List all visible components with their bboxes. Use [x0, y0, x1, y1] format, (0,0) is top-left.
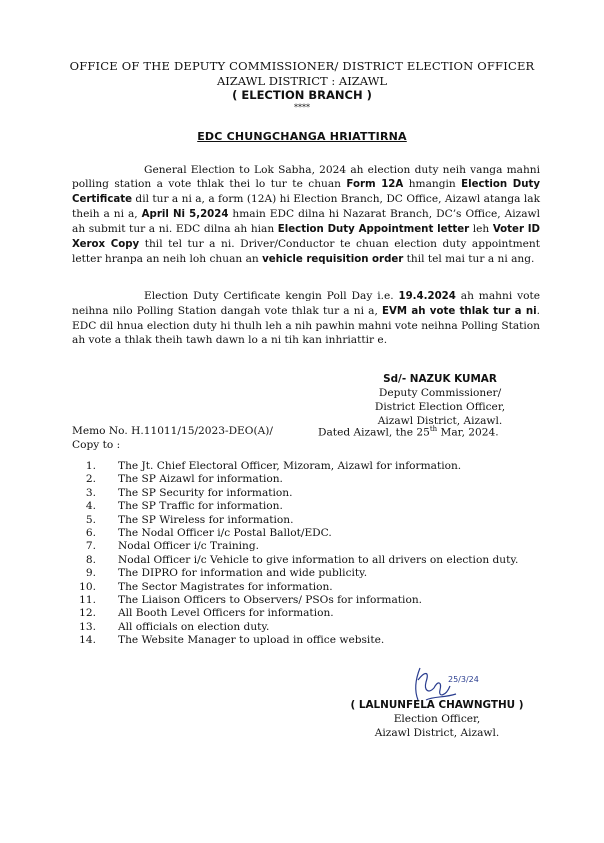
- dated-line: [318, 425, 499, 439]
- signatory-block: [340, 372, 540, 428]
- list-item: [72, 554, 540, 567]
- list-number: 11.: [79, 594, 96, 607]
- dated-prefix: Dated Aizawl, the 25: [318, 426, 430, 439]
- list-item: [72, 621, 540, 634]
- list-number: 1.: [85, 460, 96, 472]
- emphasis-text: April Ni 5,2024: [141, 209, 229, 220]
- list-text: The SP Wireless for information.: [118, 513, 294, 526]
- list-number: 8.: [85, 553, 96, 566]
- memo-number: Memo No. H.11011/15/2023-DEO(A)/: [72, 425, 273, 437]
- list-number: 3.: [85, 486, 96, 499]
- officer-name: ( LALNUNFELA CHAWNGTHU ): [350, 699, 524, 711]
- district-line: AIZAWL DISTRICT : AIZAWL: [216, 74, 388, 88]
- list-text: The SP Aizawl for information.: [118, 473, 283, 486]
- list-item: [72, 500, 540, 513]
- body-text: thil tel tur a ni. Driver/Conductor te chuan election duty appointment letter hranpa an neih loh chuan an: [72, 238, 540, 265]
- body-text: hmangin: [403, 178, 462, 190]
- list-number: 14.: [79, 634, 96, 647]
- copy-list: [72, 460, 540, 648]
- list-item: [72, 594, 540, 607]
- body-text: . EDC dil hnua election duty hi thulh leh a nih pawhin mahni vote neihna Polling Station ah vote a thlak theih tawh dawn lo a ni tih kan inhriattir e.: [72, 305, 540, 346]
- officer-district: Aizawl District, Aizawl.: [374, 727, 500, 739]
- list-item: [72, 607, 540, 620]
- body-text: Election Duty Certificate kengin Poll Day i.e.: [144, 290, 399, 302]
- body-text: hmain EDC dilna hi Nazarat Branch, DC’s Office, Aizawl ah submit tur a ni. EDC dilna ah hian: [72, 208, 540, 235]
- emphasis-text: Voter ID Xerox Copy: [72, 224, 540, 250]
- list-number: 2.: [85, 473, 96, 486]
- list-text: The Nodal Officer i/c Postal Ballot/EDC.: [118, 527, 332, 540]
- emphasis-text: Election Duty Certificate: [72, 179, 541, 205]
- paragraph-1: [72, 163, 540, 267]
- emphasis-text: Form 12A: [346, 179, 404, 190]
- list-text: The Sector Magistrates for information.: [118, 580, 333, 593]
- paragraph-2: [72, 289, 540, 347]
- copy-to-label: Copy to :: [72, 439, 121, 451]
- signatory-designation-1: Deputy Commissioner/: [378, 387, 502, 399]
- officer-block: [334, 698, 540, 740]
- dated-sup: th: [429, 425, 438, 433]
- dated-suffix: Mar, 2024.: [437, 426, 499, 439]
- signatory-name: Sd/- NAZUK KUMAR: [383, 373, 497, 385]
- list-text: The Jt. Chief Electoral Officer, Mizoram, Aizawl for information.: [118, 460, 462, 472]
- list-number: 9.: [85, 567, 96, 580]
- list-number: 4.: [85, 500, 96, 513]
- list-item: [72, 514, 540, 527]
- branch-line: ( ELECTION BRANCH ): [232, 88, 372, 102]
- list-number: 13.: [79, 620, 96, 633]
- list-number: 5.: [85, 513, 96, 526]
- emphasis-text: vehicle requisition order: [262, 254, 404, 265]
- list-text: Nodal Officer i/c Training.: [118, 540, 260, 553]
- officer-designation: Election Officer,: [393, 713, 481, 725]
- signatory-designation-3: Aizawl District, Aizawl.: [377, 415, 503, 427]
- list-text: The DIPRO for information and wide publicity.: [118, 567, 368, 580]
- body-text: dil tur a ni a, a form (12A) hi Election Branch, DC Office, Aizawl atanga lak theih a ni a,: [72, 193, 540, 220]
- list-item: [72, 460, 540, 473]
- list-number: 10.: [79, 580, 96, 593]
- list-number: 7.: [85, 540, 96, 553]
- list-text: The Liaison Officers to Observers/ PSOs for information.: [118, 594, 423, 607]
- list-number: 6.: [85, 527, 96, 540]
- list-item: [72, 473, 540, 486]
- list-item: [72, 567, 540, 580]
- signatory-designation-2: District Election Officer,: [374, 401, 506, 413]
- asterisk-divider: ****: [294, 103, 310, 112]
- signature-date: 25/3/24: [448, 675, 479, 684]
- list-item: [72, 540, 540, 553]
- list-text: The SP Security for information.: [118, 486, 293, 499]
- list-text: The SP Traffic for information.: [118, 500, 283, 513]
- list-item: [72, 634, 540, 647]
- body-text: thil tel mai tur a ni ang.: [403, 253, 535, 265]
- subject-heading: EDC CHUNGCHANGA HRIATTIRNA: [197, 130, 407, 143]
- emphasis-text: Election Duty Appointment letter: [277, 224, 470, 235]
- list-item: [72, 527, 540, 540]
- emphasis-text: EVM ah vote thlak tur a ni: [382, 306, 537, 317]
- emphasis-text: 19.4.2024: [398, 291, 456, 302]
- body-text: ah mahni vote neihna nilo Polling Station dangah vote thlak tur a ni a,: [72, 290, 540, 317]
- list-text: Nodal Officer i/c Vehicle to give information to all drivers on election duty.: [118, 553, 519, 566]
- list-text: All officials on election duty.: [118, 620, 270, 633]
- body-text: leh: [469, 223, 493, 235]
- body-text: General Election to Lok Sabha, 2024 ah election duty neih vanga mahni polling station a vote thlak thei lo tur te chuan: [72, 164, 540, 190]
- list-item: [72, 581, 540, 594]
- list-item: [72, 487, 540, 500]
- list-number: 12.: [79, 607, 96, 620]
- list-text: The Website Manager to upload in office website.: [118, 634, 385, 647]
- list-text: All Booth Level Officers for information.: [118, 607, 334, 620]
- office-title: OFFICE OF THE DEPUTY COMMISSIONER/ DISTRICT ELECTION OFFICER: [69, 59, 535, 73]
